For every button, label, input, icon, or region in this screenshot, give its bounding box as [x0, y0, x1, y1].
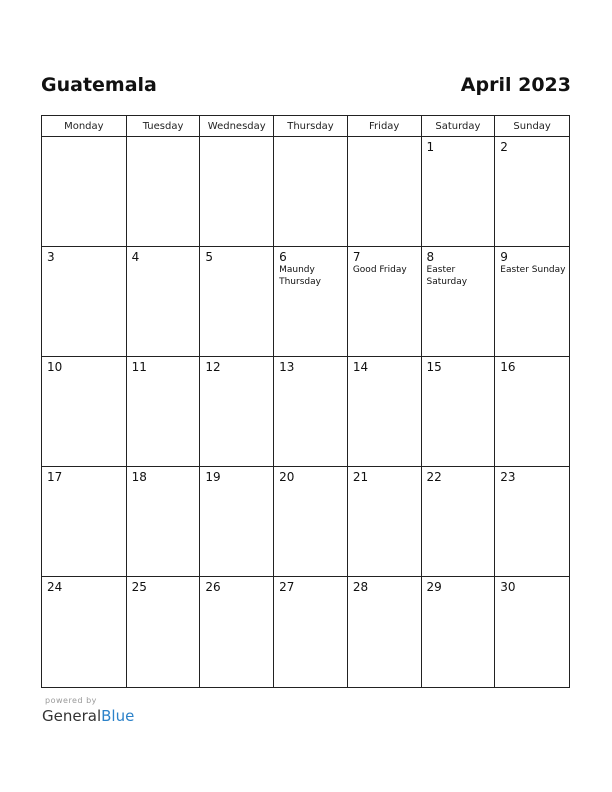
weekday-header-sunday: Sunday	[495, 116, 569, 137]
holiday-label: Good Friday	[352, 265, 407, 275]
day-cell-27	[274, 577, 348, 687]
empty-day-cell	[127, 137, 201, 247]
powered-by-label: powered by	[45, 696, 97, 705]
day-cell-28	[348, 577, 422, 687]
day-cell-3	[42, 247, 127, 357]
day-number: 6	[279, 250, 287, 264]
day-number: 7	[352, 250, 361, 264]
day-number: 13	[279, 360, 295, 374]
day-number: 17	[47, 470, 63, 484]
day-number: 28	[352, 580, 369, 594]
day-cell-20	[274, 467, 348, 577]
weekday-header-saturday: Saturday	[422, 116, 496, 137]
day-cell-29	[422, 577, 496, 687]
day-number: 5	[205, 250, 214, 264]
day-cell-6	[274, 247, 348, 357]
holiday-label: Easter Saturday	[426, 265, 468, 287]
day-cell-30	[495, 577, 569, 687]
weekday-header-monday: Monday	[42, 116, 127, 137]
day-cell-17	[42, 467, 127, 577]
country-title: Guatemala	[41, 74, 157, 96]
empty-day-cell	[274, 137, 348, 247]
day-number: 16	[500, 360, 516, 374]
day-cell-2	[495, 137, 569, 247]
day-number: 4	[131, 250, 140, 264]
day-number: 22	[426, 470, 442, 484]
day-cell-10	[42, 357, 127, 467]
empty-day-cell	[200, 137, 274, 247]
day-number: 23	[500, 470, 516, 484]
footer-branding	[42, 696, 134, 725]
day-number: 2	[500, 140, 508, 154]
empty-day-cell	[348, 137, 422, 247]
holiday-label: Maundy Thursday	[279, 265, 321, 287]
day-cell-22	[422, 467, 496, 577]
day-number: 1	[426, 140, 435, 154]
generalblue-logo	[42, 707, 134, 725]
day-number: 27	[279, 580, 295, 594]
day-number: 30	[500, 580, 516, 594]
day-cell-13	[274, 357, 348, 467]
month-year-title: April 2023	[460, 74, 571, 96]
day-cell-15	[422, 357, 496, 467]
day-number: 20	[279, 470, 295, 484]
day-number: 14	[352, 360, 369, 374]
day-cell-23	[495, 467, 569, 577]
weekday-header-wednesday: Wednesday	[200, 116, 274, 137]
day-number: 24	[47, 580, 63, 594]
day-number: 26	[205, 580, 221, 594]
day-number: 19	[205, 470, 221, 484]
day-cell-8	[422, 247, 496, 357]
day-cell-21	[348, 467, 422, 577]
day-number: 12	[205, 360, 221, 374]
day-cell-11	[127, 357, 201, 467]
brand-blue: Blue	[101, 707, 135, 725]
day-cell-19	[200, 467, 274, 577]
day-cell-1	[422, 137, 496, 247]
day-number: 11	[131, 360, 147, 374]
day-cell-18	[127, 467, 201, 577]
day-cell-9	[495, 247, 569, 357]
day-number: 15	[426, 360, 442, 374]
day-number: 8	[426, 250, 435, 264]
weekday-header-tuesday: Tuesday	[127, 116, 201, 137]
holiday-label: Easter Sunday	[500, 265, 566, 275]
day-number: 18	[131, 470, 147, 484]
weekday-header-friday: Friday	[348, 116, 422, 137]
day-number: 3	[47, 250, 55, 264]
brand-general: General	[42, 707, 102, 725]
empty-day-cell	[42, 137, 127, 247]
day-cell-16	[495, 357, 569, 467]
day-number: 29	[426, 580, 442, 594]
day-number: 9	[500, 250, 508, 264]
day-number: 25	[131, 580, 147, 594]
day-cell-5	[200, 247, 274, 357]
calendar-header	[41, 70, 571, 100]
day-number: 10	[47, 360, 63, 374]
day-cell-7	[348, 247, 422, 357]
day-cell-12	[200, 357, 274, 467]
day-cell-26	[200, 577, 274, 687]
calendar-grid	[41, 115, 570, 688]
day-cell-14	[348, 357, 422, 467]
weekday-header-thursday: Thursday	[274, 116, 348, 137]
day-cell-24	[42, 577, 127, 687]
day-cell-4	[127, 247, 201, 357]
day-number: 21	[352, 470, 369, 484]
day-cell-25	[127, 577, 201, 687]
